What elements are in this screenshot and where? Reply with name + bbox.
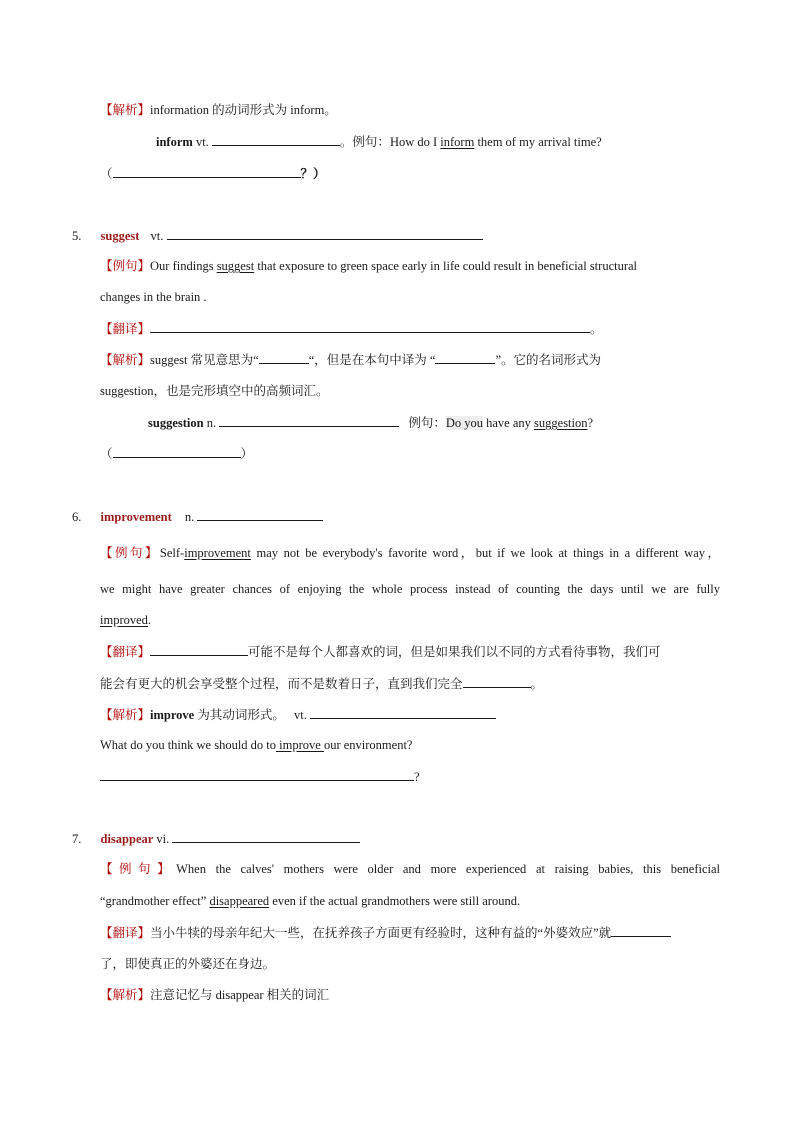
translation-tag: 【翻译】 <box>100 645 151 659</box>
example-tag: 【例句】 <box>100 259 151 273</box>
noun-pos: n. <box>206 416 217 430</box>
word-suggestion: suggestion <box>148 416 204 430</box>
word-improve: improve <box>150 708 195 722</box>
example-2b: even if the actual grandmothers were still around. <box>269 894 521 908</box>
s7-translation-line1 <box>100 923 671 942</box>
word-suggest: suggest <box>100 229 140 243</box>
s6-question-line <box>100 736 412 754</box>
example-underlined: suggest <box>216 259 255 273</box>
analysis-text: information 的动词形式为 inform。 <box>150 103 337 117</box>
translation-end: 。 <box>590 322 603 336</box>
example-sep: 。例句： <box>339 135 390 149</box>
meaning-blank-2[interactable] <box>435 350 495 364</box>
question-post: our environment? <box>323 738 413 752</box>
s4-analysis-line <box>100 101 337 119</box>
example-pre: How do I <box>389 135 441 149</box>
s5-analysis-line1 <box>100 350 601 369</box>
example-line2: changes in the brain . <box>100 290 207 304</box>
meaning-blank-1[interactable] <box>259 350 309 364</box>
example-underlined-2: improved <box>100 613 148 627</box>
analysis-tag: 【解析】 <box>100 708 151 722</box>
translation-blank[interactable] <box>113 164 301 178</box>
analysis-text: 为其动词形式。 <box>194 708 285 722</box>
noun-meaning-blank[interactable] <box>219 413 399 427</box>
s5-noun-line <box>148 413 593 432</box>
s5-translation-line <box>100 319 603 338</box>
noun-example-mid: have any <box>483 416 535 430</box>
question-end: ? <box>414 770 420 784</box>
question-translation-blank[interactable] <box>100 767 414 781</box>
s7-translation-line2 <box>100 955 275 973</box>
translation-end: 。 <box>530 677 544 691</box>
analysis-3: ”。它的名词形式为 <box>495 353 601 367</box>
s7-example-line2 <box>100 892 520 910</box>
noun-example-label: 例句： <box>408 416 446 430</box>
paren-open: （ <box>100 447 113 461</box>
word-improvement: improvement <box>100 510 172 524</box>
pos: vt. <box>195 135 209 149</box>
s5-example-line2 <box>100 288 207 306</box>
item-number: 7. <box>72 832 82 846</box>
example-tag: 【例句】 <box>100 862 177 876</box>
s6-analysis-line <box>100 705 496 724</box>
analysis-pos: vt. <box>294 708 307 722</box>
noun-example-underlined: suggestion <box>534 416 588 430</box>
s6-example-line1 <box>100 544 720 562</box>
translation-line2: 了，即使真正的外婆还在身边。 <box>100 957 276 971</box>
translation-1: 当小牛犊的母亲年纪大一些，在抚养孩子方面更有经验时，这种有益的“外婆效应”就 <box>150 926 612 940</box>
analysis-tag: 【解析】 <box>100 353 151 367</box>
question-pre: What do you think we should do to <box>100 738 277 752</box>
s6-translation-line1 <box>100 642 661 661</box>
translation-line2: 能会有更大的机会享受整个过程，而不是数着日子，直到我们完全 <box>100 677 463 691</box>
paren-close: ？） <box>300 167 326 181</box>
verb-meaning-blank[interactable] <box>310 705 496 719</box>
noun-translation-blank[interactable] <box>113 444 241 458</box>
item-number: 6. <box>72 510 82 524</box>
meaning-blank[interactable] <box>197 507 323 521</box>
analysis-1: suggest 常见意思为“ <box>150 353 259 367</box>
meaning-blank[interactable] <box>167 226 483 240</box>
example-underlined: inform <box>440 135 475 149</box>
pos: n. <box>184 510 195 524</box>
pos: vi. <box>156 832 170 846</box>
example-pre: Our findings <box>150 259 217 273</box>
s6-example-line3 <box>100 611 151 629</box>
s6-example-line2 <box>100 580 720 598</box>
s7-example-line1 <box>100 860 720 878</box>
translation-blank-1[interactable] <box>150 642 248 656</box>
example-tag: 【例句】 <box>100 546 160 560</box>
word-inform: inform <box>156 135 193 149</box>
pos: vt. <box>150 229 164 243</box>
example-underlined: disappeared <box>209 894 270 908</box>
item-number: 5. <box>72 229 82 243</box>
example-post: them of my arrival time? <box>474 135 602 149</box>
translation-blank[interactable] <box>611 923 671 937</box>
translation-blank-2[interactable] <box>463 674 531 688</box>
s5-analysis-line2 <box>100 382 328 400</box>
word-disappear: disappear <box>100 832 154 846</box>
analysis-2: “，但是在本句中译为 “ <box>308 353 436 367</box>
question-underlined: improve <box>276 738 324 752</box>
paren-close: ） <box>240 447 254 461</box>
s5-heading <box>72 226 483 245</box>
example-underlined-1: improvement <box>184 546 251 560</box>
analysis-tag: 【解析】 <box>100 103 151 117</box>
s6-heading <box>72 507 323 526</box>
paren-open: （ <box>100 167 113 181</box>
translation-tag: 【翻译】 <box>100 322 151 336</box>
s6-question-translation-line <box>100 767 420 786</box>
example-post: that exposure to green space early in life could result in beneficial structural <box>254 259 638 273</box>
s7-heading <box>72 829 360 848</box>
example-1: Self- <box>159 546 185 560</box>
s5-example-line1 <box>100 257 637 275</box>
analysis-tag: 【解析】 <box>100 988 151 1002</box>
s6-translation-line2 <box>100 674 543 693</box>
answer-blank[interactable] <box>212 132 340 146</box>
s4-inform-line <box>156 132 602 151</box>
example-2: may not be everybody's favorite word，but if we look at things in a different way， <box>250 546 720 560</box>
analysis-text: 注意记忆与 disappear 相关的词汇 <box>150 988 330 1002</box>
translation-1: 可能不是每个人都喜欢的词，但是如果我们以不同的方式看待事物，我们可 <box>248 645 661 659</box>
translation-tag: 【翻译】 <box>100 926 151 940</box>
s7-analysis-line <box>100 986 329 1004</box>
s5-noun-translation-line <box>100 444 253 463</box>
translation-blank[interactable] <box>150 319 590 333</box>
example-2a: “grandmother effect” <box>100 894 210 908</box>
meaning-blank[interactable] <box>172 829 360 843</box>
example-1: When the calves' mothers were older and more experienced at raising babies, this beneficial <box>176 862 720 876</box>
noun-example-highlight: Do you <box>445 416 483 430</box>
analysis-line2: suggestion，也是完形填空中的高频词汇。 <box>100 384 329 398</box>
example-end: . <box>147 613 152 627</box>
noun-example-end: ? <box>587 416 594 430</box>
example-line2: we might have greater chances of enjoying the whole process instead of counting the days until we are fully <box>100 582 720 596</box>
s4-translation-line <box>100 164 326 183</box>
